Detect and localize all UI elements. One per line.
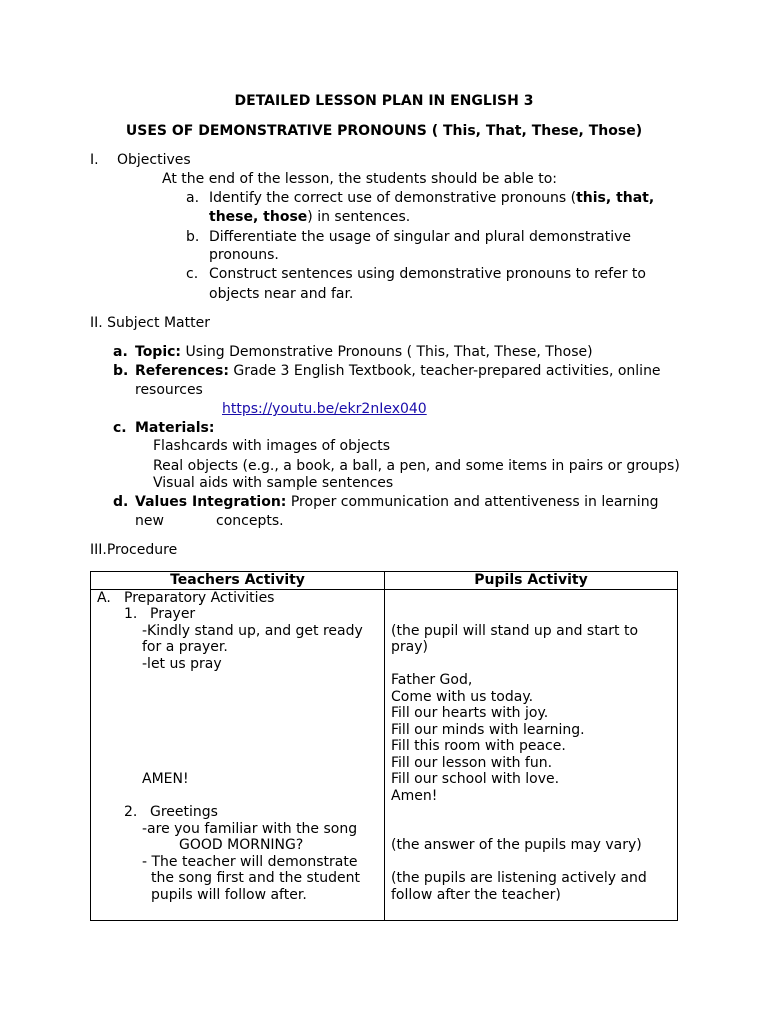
teacher-activity-cell [91, 590, 385, 921]
teacher-line: for a prayer. [142, 639, 228, 655]
section-a-letter: A. [97, 590, 111, 606]
prayer-line: Fill our hearts with joy. [391, 705, 549, 721]
objective-c-line1: Construct sentences using demonstrative pronouns to refer to [209, 266, 646, 282]
objective-b-letter: b. [186, 229, 200, 245]
section-a-title: Preparatory Activities [124, 590, 275, 606]
objectives-intro: At the end of the lesson, the students should be able to: [162, 171, 557, 187]
references-line1: References: Grade 3 English Textbook, teacher-prepared activities, online [135, 363, 661, 379]
teacher-line: GOOD MORNING? [179, 837, 304, 853]
teacher-amen: AMEN! [142, 771, 189, 787]
objective-c-letter: c. [186, 266, 199, 282]
pupil-line: pray) [391, 639, 428, 655]
material-item: Flashcards with images of objects [153, 438, 390, 454]
objective-a-line1: Identify the correct use of demonstrative pronouns (this, that, [209, 190, 655, 206]
prayer-line: Father God, [391, 672, 473, 688]
step-1-number: 1. [124, 606, 138, 622]
subject-matter-heading: II. Subject Matter [90, 315, 210, 331]
topic-letter: a. [113, 344, 128, 360]
step-2-number: 2. [124, 804, 138, 820]
prayer-line: Fill this room with peace. [391, 738, 566, 754]
pupil-line: (the answer of the pupils may vary) [391, 837, 642, 853]
teacher-line: pupils will follow after. [151, 887, 307, 903]
materials-letter: c. [113, 420, 127, 436]
values-line2-end: concepts. [216, 513, 284, 529]
pupils-activity-header: Pupils Activity [385, 572, 678, 590]
teacher-line: the song first and the student [151, 870, 361, 886]
prayer-line: Come with us today. [391, 689, 534, 705]
materials-label: Materials: [135, 420, 215, 436]
prayer-line: Fill our minds with learning. [391, 722, 585, 738]
pupil-line: follow after the teacher) [391, 887, 561, 903]
document-subtitle: USES OF DEMONSTRATIVE PRONOUNS ( This, That, These, Those) [125, 123, 643, 139]
prayer-line: Fill our school with love. [391, 771, 560, 787]
objectives-heading-number: I. [90, 152, 99, 168]
objective-a-letter: a. [186, 190, 200, 206]
objectives-heading: Objectives [117, 152, 191, 168]
pupil-line: (the pupil will stand up and start to [391, 623, 639, 639]
step-2-title: Greetings [150, 804, 218, 820]
references-letter: b. [113, 363, 129, 379]
document-title: DETAILED LESSON PLAN IN ENGLISH 3 [234, 93, 534, 109]
references-line2: resources [135, 382, 203, 398]
prayer-line: Amen! [391, 788, 438, 804]
step-1-title: Prayer [150, 606, 196, 622]
procedure-heading: III.Procedure [90, 542, 178, 558]
teacher-activity-header: Teachers Activity [91, 572, 385, 590]
teacher-line: -Kindly stand up, and get ready [142, 623, 363, 639]
teacher-line: -let us pray [142, 656, 222, 672]
pupils-activity-cell [385, 590, 678, 921]
objective-b-line1: Differentiate the usage of singular and plural demonstrative [209, 229, 632, 245]
objective-c-line2: objects near and far. [209, 286, 354, 302]
objective-b-line2: pronouns. [209, 247, 279, 263]
teacher-line: -are you familiar with the song [142, 821, 358, 837]
objective-a-line2: these, those) in sentences. [209, 209, 411, 225]
material-item: Real objects (e.g., a book, a ball, a pen, and some items in pairs or groups) [153, 458, 680, 474]
material-item: Visual aids with sample sentences [153, 475, 394, 491]
teacher-line: - The teacher will demonstrate [142, 854, 358, 870]
values-line1: Values Integration: Proper communication and attentiveness in learning [135, 494, 659, 510]
video-link[interactable]: https://youtu.be/ekr2nIex040 [222, 401, 427, 417]
values-letter: d. [113, 494, 129, 510]
topic-line: Topic: Using Demonstrative Pronouns ( This, That, These, Those) [135, 344, 593, 360]
pupil-line: (the pupils are listening actively and [391, 870, 647, 886]
values-line2-start: new [135, 513, 164, 529]
procedure-table [90, 571, 678, 921]
prayer-line: Fill our lesson with fun. [391, 755, 553, 771]
